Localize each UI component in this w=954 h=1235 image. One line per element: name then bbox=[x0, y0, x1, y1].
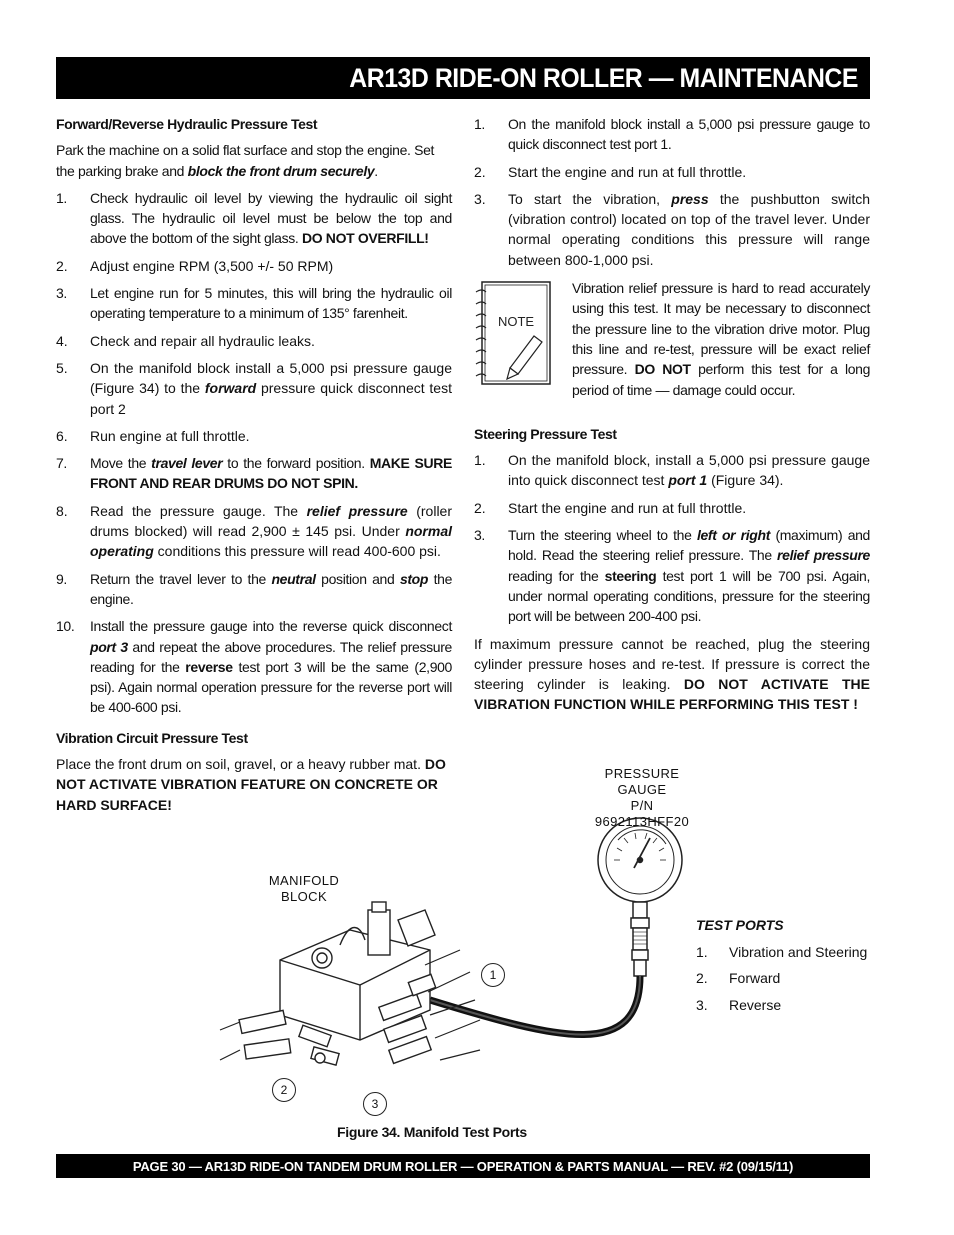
list-item: 2. Start the engine and run at full throttle. bbox=[474, 163, 747, 180]
list-item: 2. Forward bbox=[696, 970, 781, 986]
callout-2: 2 bbox=[272, 1078, 296, 1102]
test-ports-legend bbox=[696, 912, 867, 1018]
note-text: Vibration relief pressure is hard to read accurately using this test. It may be necessary to disconnect the pressure line to the vibration drive motor. Plug this line and re-test, pressure will be exact relief pressure. DO NOT perform this test for a long period of time — damage could occur. bbox=[572, 280, 871, 398]
right-column bbox=[474, 114, 870, 722]
left-column bbox=[56, 114, 452, 822]
list-item: 1. On the manifold block, install a 5,000 psi pressure gauge into quick disconnect test port 1 (Figure 34). bbox=[474, 452, 870, 489]
page-header bbox=[56, 57, 870, 99]
steer-steps bbox=[474, 450, 870, 626]
steer-heading: Steering Pressure Test bbox=[474, 425, 617, 442]
list-item: 8. Read the pressure gauge. The relief pressure (roller drums blocked) will read 2,900 ± 145 psi. Under normal operating conditions this pressure will read 400-600 psi. bbox=[56, 502, 452, 560]
steer-outro: If maximum pressure cannot be reached, plug the steering cylinder pressure hoses and re-test. If pressure is correct the steering cylinder is leaking. DO NOT ACTIVATE THE VIBRATION FUNCTION WHILE PERFORMING THIS TEST ! bbox=[474, 635, 870, 713]
list-item: 3. Reverse bbox=[696, 996, 782, 1013]
list-item: 2. Start the engine and run at full throttle. bbox=[474, 499, 747, 516]
fr-intro: Park the machine on a solid flat surface and stop the engine. Set the parking brake and block the front drum securely. bbox=[56, 142, 435, 179]
list-item: 1. On the manifold block install a 5,000 psi pressure gauge to quick disconnect test port 1. bbox=[474, 116, 870, 153]
gauge-label: PRESSURE GAUGE P/N 9692113HFF20 bbox=[594, 766, 690, 829]
vib-intro: Place the front drum on soil, gravel, or a heavy rubber mat. DO NOT ACTIVATE VIBRATION FEATURE ON CONCRETE OR HARD SURFACE! bbox=[56, 756, 446, 813]
figure-caption: Figure 34. Manifold Test Ports bbox=[337, 1124, 527, 1140]
pressure-gauge-drawing bbox=[598, 818, 682, 976]
list-item: 3. Turn the steering wheel to the left or right (maximum) and hold. Read the steering relief pressure. The relief pressure reading for the steering test port 1 will be 700 psi. Again, under normal operating conditions, pressure for the steering port will be between 200-400 psi. bbox=[474, 527, 870, 625]
footer-text: PAGE 30 — AR13D RIDE-ON TANDEM DRUM ROLLER — OPERATION & PARTS MANUAL — REV. #2 (09/15/11) bbox=[132, 1158, 794, 1174]
list-item: 5. On the manifold block install a 5,000 psi pressure gauge (Figure 34) to the forward pressure quick disconnect test port 2 bbox=[56, 359, 452, 417]
callout-1: 1 bbox=[481, 963, 505, 987]
fr-steps bbox=[56, 188, 452, 718]
list-item: 9. Return the travel lever to the neutral position and stop the engine. bbox=[56, 570, 453, 607]
list-item: 7. Move the travel lever to the forward position. MAKE SURE FRONT AND REAR DRUMS DO NOT SPIN. bbox=[56, 455, 452, 492]
fr-heading: Forward/Reverse Hydraulic Pressure Test bbox=[56, 116, 318, 132]
list-item: 2. Adjust engine RPM (3,500 +/- 50 RPM) bbox=[56, 257, 334, 274]
list-item: 3. To start the vibration, press the pushbutton switch (vibration control) located on top of the travel lever. Under normal operating conditions this pressure will range between 800-1,000 psi. bbox=[474, 190, 870, 268]
callout-3: 3 bbox=[363, 1092, 387, 1116]
note-box bbox=[474, 278, 870, 400]
list-item: 1. Check hydraulic oil level by viewing the hydraulic oil sight glass. The hydraulic oil level must be below the top and above the bottom of the sight glass. DO NOT OVERFILL! bbox=[56, 189, 452, 247]
list-item: 1. Vibration and Steering bbox=[696, 943, 868, 960]
list-item: 3. Let engine run for 5 minutes, this will bring the hydraulic oil operating temperature to a minimum of 135° farenheit. bbox=[56, 285, 452, 322]
vib-heading: Vibration Circuit Pressure Test bbox=[56, 729, 248, 746]
list-item: 10. Install the pressure gauge into the reverse quick disconnect port 3 and repeat the above procedures. The relief pressure reading for the reverse test port 3 will be the same (2,900 psi). Again normal operation pressure for the reverse port will be 400-600 psi. bbox=[56, 618, 452, 716]
manifold-label: MANIFOLD BLOCK bbox=[268, 873, 340, 904]
page-footer bbox=[56, 1154, 870, 1178]
test-ports-title: TEST PORTS bbox=[696, 917, 784, 933]
svg-text:NOTE: NOTE bbox=[497, 314, 535, 330]
note-notebook-icon bbox=[474, 278, 554, 388]
list-item: 6. Run engine at full throttle. bbox=[56, 427, 250, 444]
manifold-block-drawing bbox=[220, 902, 480, 1065]
page-title: AR13D RIDE-ON ROLLER — MAINTENANCE bbox=[349, 62, 858, 93]
list-item: 4. Check and repair all hydraulic leaks. bbox=[56, 332, 315, 349]
vib-steps bbox=[474, 114, 870, 270]
